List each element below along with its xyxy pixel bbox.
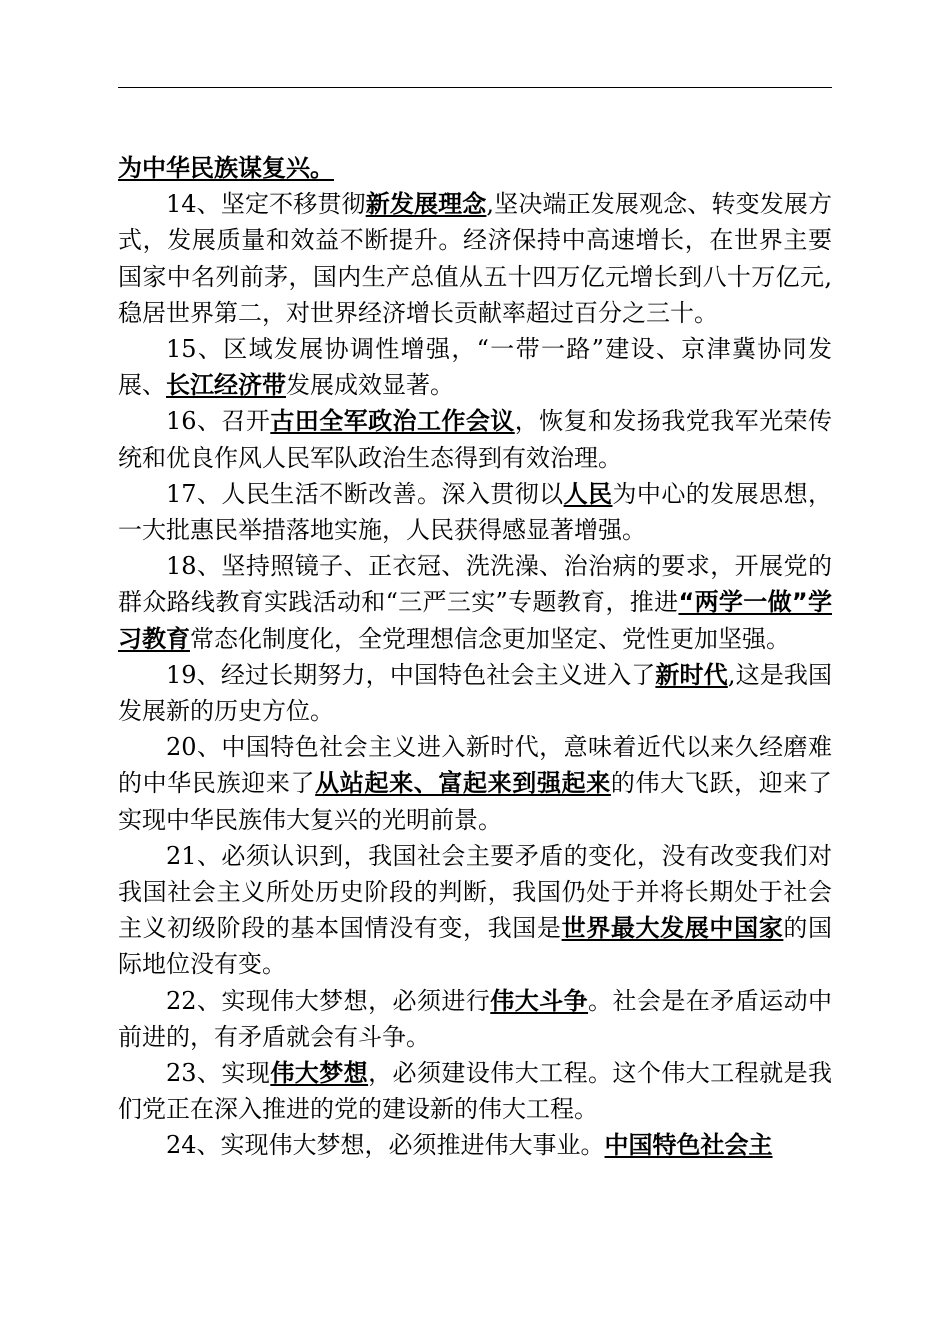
keyword: 长江经济带 xyxy=(166,371,286,400)
paragraph xyxy=(118,657,832,729)
header-rule xyxy=(118,87,832,88)
keyword: 中国特色社会主 xyxy=(604,1131,773,1160)
text-run: 为中心的发展思想，一大批惠民举措落地实施，人民获得感显著增强。 xyxy=(118,479,833,545)
text-run: 经过长期努力，中国特色社会主义进入了 xyxy=(220,660,656,689)
keyword: 从站起来、富起来到强起来 xyxy=(315,769,611,798)
paragraph xyxy=(118,1055,832,1127)
text-run: 常态化制度化，全党理想信念更加坚定、党性更加坚强。 xyxy=(190,624,790,653)
item-number: 23、 xyxy=(166,1059,222,1088)
text-run: 中国特色社会主义进入新时代，意味着近代以来久经磨难的中华民族迎来了 xyxy=(118,733,832,798)
paragraph xyxy=(118,331,832,403)
text-run: 人民生活不断改善。深入贯彻以 xyxy=(221,479,564,508)
item-number: 16、 xyxy=(166,407,222,436)
text-run: ,这是我国发展新的历史方位。 xyxy=(118,660,833,726)
paragraph xyxy=(118,476,832,548)
keyword: “两学一做”学习教育 xyxy=(118,588,832,653)
item-number: 21、 xyxy=(166,841,222,870)
paragraph xyxy=(118,838,832,983)
paragraph xyxy=(118,729,832,838)
text-run: 坚定不移贯彻 xyxy=(220,190,366,219)
text-run: 召开 xyxy=(221,407,271,436)
text-run: ,坚决端正发展观念、转变发展方式，发展质量和效益不断提升。经济保持中高速增长，在世界主要国家中名列前茅，国内生产总值从五十四万亿元增长到八十万亿元,稳居世界第二，对世界经济增长贡献率超过百分之三十。 xyxy=(118,190,833,327)
text-run: 。社会是在矛盾运动中前进的，有矛盾就会有斗争。 xyxy=(118,986,833,1051)
item-number: 20、 xyxy=(166,733,222,762)
item-number: 24、 xyxy=(166,1131,221,1160)
paragraph xyxy=(118,983,832,1055)
keyword: 新时代 xyxy=(655,660,728,689)
text-run: ，必须建设伟大工程。这个伟大工程就是我们党正在深入推进的党的建设新的伟大工程。 xyxy=(118,1059,833,1124)
keyword: 人民 xyxy=(563,479,613,508)
text-run: 区域发展协调性增强，“一带一路”建设、京津冀协同发展、 xyxy=(118,335,832,400)
keyword: 为中华民族谋复兴。 xyxy=(118,154,334,182)
text-run: 实现伟大梦想，必须进行 xyxy=(221,986,491,1015)
item-number: 22、 xyxy=(166,986,222,1015)
paragraph xyxy=(118,403,832,475)
text-run: 发展成效显著。 xyxy=(286,371,454,400)
text-run: 的国际地位没有变。 xyxy=(118,914,833,979)
keyword: 世界最大发展中国家 xyxy=(561,914,784,943)
document-body xyxy=(118,150,832,1164)
item-number: 19、 xyxy=(166,660,221,689)
keyword: 古田全军政治工作会议 xyxy=(270,407,515,436)
text-run: 必须认识到，我国社会主要矛盾的变化，没有改变我们对我国社会主义所处历史阶段的判断，我国仍处于并将长期处于社会主义初级阶段的基本国情没有变，我国是 xyxy=(118,841,832,943)
text-run: 坚持照镜子、正衣冠、洗洗澡、治治病的要求，开展党的群众路线教育实践活动和“三严三实”专题教育，推进 xyxy=(118,552,832,617)
item-number: 14、 xyxy=(166,190,221,219)
text-run: ，恢复和发扬我党我军光荣传统和优良作风人民军队政治生态得到有效治理。 xyxy=(118,407,833,472)
keyword: 伟大梦想 xyxy=(270,1059,369,1088)
keyword: 伟大斗争 xyxy=(490,986,589,1015)
text-run: 的伟大飞跃，迎来了实现中华民族伟大复兴的光明前景。 xyxy=(118,769,833,834)
paragraph xyxy=(118,548,832,657)
text-run: 实现伟大梦想，必须推进伟大事业。 xyxy=(220,1131,605,1160)
paragraph xyxy=(118,1127,832,1163)
item-number: 17、 xyxy=(166,479,222,508)
keyword: 新发展理念 xyxy=(365,190,487,219)
item-number: 18、 xyxy=(166,552,222,581)
paragraph xyxy=(118,186,832,331)
item-number: 15、 xyxy=(166,335,224,364)
paragraph xyxy=(118,150,832,186)
text-run: 实现 xyxy=(221,1059,271,1088)
